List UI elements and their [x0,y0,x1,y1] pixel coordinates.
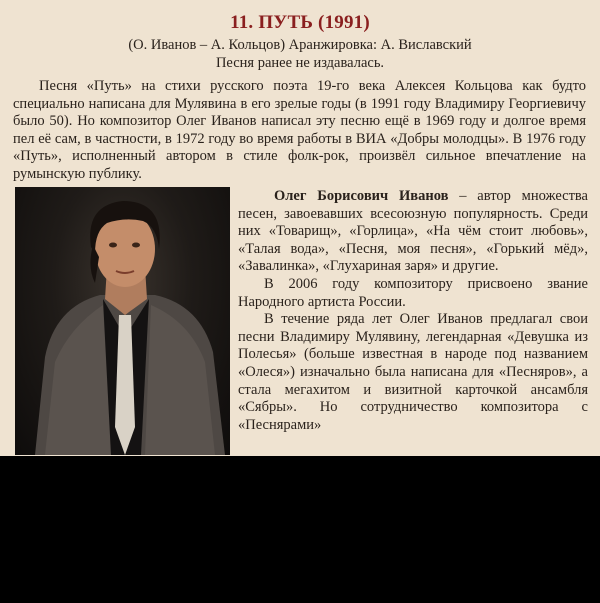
bio-paragraph-1 [238,188,588,276]
bio-paragraph-3: В течение ряда лет Олег Иванов предлагал свои песни Владимиру Мулявину, легендарная «Девушка из Полесья» (больше известная в народе под названием «Олеся») изначально была написана для «Песняров», а стала мегахитом и визитной карточкой ансамбля «Сябры». Но сотрудничество композитора с «Песнярами» [238,311,588,433]
composer-photo [15,187,230,455]
composer-name: Олег Борисович Иванов [274,188,449,204]
composer-bio [238,188,588,434]
bio-paragraph-2: В 2006 году композитору присвоено звание Народного артиста России. [238,275,588,310]
composer-portrait-illustration [15,187,230,455]
song-credits: (О. Иванов – А. Кольцов) Аранжировка: А. Виславский [128,37,472,53]
intro-paragraph: Песня «Путь» на стихи русского поэта 19-го века Алексея Кольцова как будто специально написана для Мулявина в его зрелые годы (в 1991 году Владимиру Георгиевичу было 50). Но композитор Олег Иванов написал эту песню ещё в 1969 году и долгое время пел её сам, в частности, в 1972 году во время работы в ВИА «Добры молодцы». В 1976 году «Путь», исполненный автором в стиле фолк-рок, произвёл сильное впечатление на румынскую публику. [13,78,586,182]
release-note: Песня ранее не издавалась. [215,55,385,71]
bio-paragraph-1-text: – автор множества песен, завоевавших всесоюзную популярность. Среди них «Товарищ», «Горлица», «На чём стоит любовь», «Талая вода», «Песня, моя песня», «Горький мёд», «Завалинка», «Глухариная заря» и другие. [238,188,588,275]
song-title: 11. ПУТЬ (1991) [230,12,370,33]
